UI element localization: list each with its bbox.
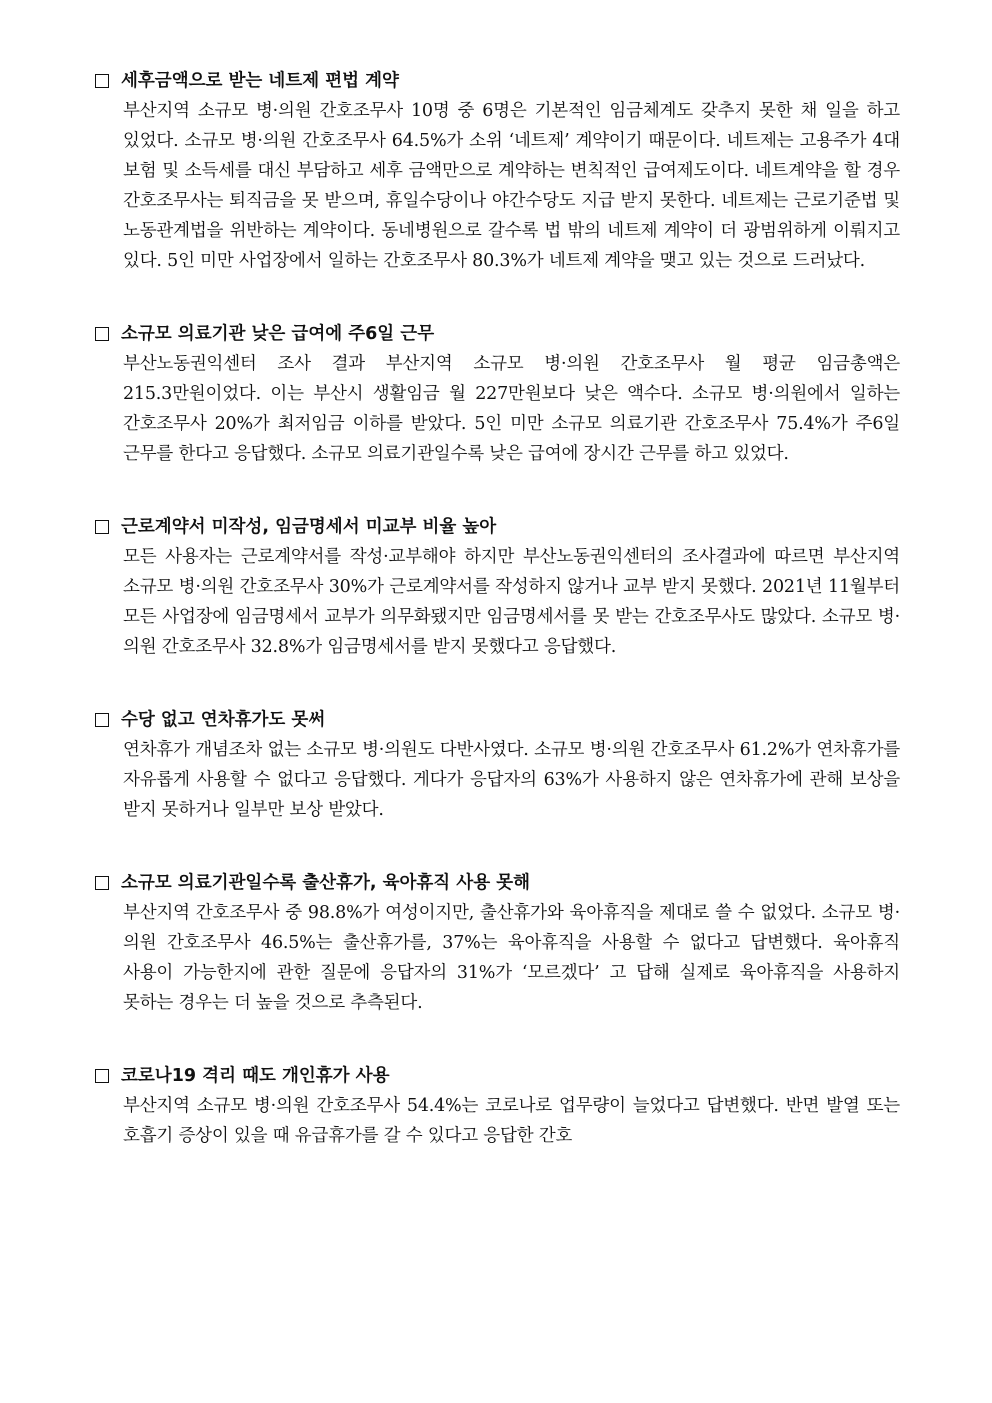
document-content	[95, 66, 900, 1194]
section-body: 부산지역 소규모 병·의원 간호조무사 10명 중 6명은 기본적인 임금체계도 갖추지 못한 채 일을 하고 있었다. 소규모 병·의원 간호조무사 64.5%가 소위 ‘네트제’ 계약이기 때문이다. 네트제는 고용주가 4대 보험 및 소득세를 대신 부담하고 세후 금액만으로 계약하는 변칙적인 급여제도이다. 네트계약을 할 경우 간호조무사는 퇴직금을 못 받으며, 휴일수당이나 야간수당도 지급 받지 못한다. 네트제는 근로기준법 및 노동관계법을 위반하는 계약이다. 동네병원으로 갈수록 법 밖의 네트제 계약이 더 광범위하게 이뤄지고 있다. 5인 미만 사업장에서 일하는 간호조무사 80.3%가 네트제 계약을 맺고 있는 것으로 드러났다.	[123, 101, 900, 271]
section-body: 모든 사용자는 근로계약서를 작성·교부해야 하지만 부산노동권익센터의 조사결과에 따르면 부산지역 소규모 병·의원 간호조무사 30%가 근로계약서를 작성하지 않거나 교부 받지 못했다. 2021년 11월부터 모든 사업장에 임금명세서 교부가 의무화됐지만 임금명세서를 못 받는 간호조무사도 많았다. 소규모 병·의원 간호조무사 32.8%가 임금명세서를 받지 못했다고 응답했다.	[123, 547, 900, 657]
section-low-pay-six-days	[95, 319, 900, 469]
section-heading	[95, 319, 900, 349]
checkbox-square-icon	[95, 327, 109, 341]
section-body: 부산지역 간호조무사 중 98.8%가 여성이지만, 출산휴가와 육아휴직을 제대로 쓸 수 없었다. 소규모 병·의원 간호조무사 46.5%는 출산휴가를, 37%는 육아휴직을 사용할 수 없다고 답변했다. 육아휴직 사용이 가능한지에 관한 질문에 응답자의 31%가 ‘모르겠다’ 고 답해 실제로 육아휴직을 사용하지 못하는 경우는 더 높을 것으로 추측된다.	[123, 903, 900, 1013]
section-covid-leave	[95, 1061, 900, 1151]
section-heading-text: 세후금액으로 받는 네트제 편법 계약	[121, 71, 399, 91]
section-maternity-parental-leave	[95, 868, 900, 1018]
checkbox-square-icon	[95, 713, 109, 727]
section-heading	[95, 512, 900, 542]
section-body: 연차휴가 개념조차 없는 소규모 병·의원도 다반사였다. 소규모 병·의원 간호조무사 61.2%가 연차휴가를 자유롭게 사용할 수 없다고 응답했다. 게다가 응답자의 63%가 사용하지 않은 연차휴가에 관해 보상을 받지 못하거나 일부만 보상 받았다.	[123, 740, 900, 820]
section-net-wage-contract	[95, 66, 900, 276]
section-body: 부산노동권익센터 조사 결과 부산지역 소규모 병·의원 간호조무사 월 평균 임금총액은 215.3만원이었다. 이는 부산시 생활임금 월 227만원보다 낮은 액수다. 소규모 병·의원에서 일하는 간호조무사 20%가 최저임금 이하를 받았다. 5인 미만 소규모 의료기관 간호조무사 75.4%가 주6일 근무를 한다고 응답했다. 소규모 의료기관일수록 낮은 급여에 장시간 근무를 하고 있었다.	[123, 354, 900, 464]
section-heading	[95, 1061, 900, 1091]
section-heading-text: 근로계약서 미작성, 임금명세서 미교부 비율 높아	[121, 517, 497, 537]
section-heading-text: 소규모 의료기관 낮은 급여에 주6일 근무	[121, 324, 435, 344]
section-heading-text: 소규모 의료기관일수록 출산휴가, 육아휴직 사용 못해	[121, 873, 531, 893]
section-contract-payslip	[95, 512, 900, 662]
section-annual-leave	[95, 705, 900, 825]
section-heading-text: 수당 없고 연차휴가도 못써	[121, 710, 326, 730]
section-body: 부산지역 소규모 병·의원 간호조무사 54.4%는 코로나로 업무량이 늘었다고 답변했다. 반면 발열 또는 호흡기 증상이 있을 때 유급휴가를 갈 수 있다고 응답한 간호	[123, 1096, 900, 1146]
checkbox-square-icon	[95, 876, 109, 890]
section-heading	[95, 66, 900, 96]
checkbox-square-icon	[95, 74, 109, 88]
section-heading	[95, 705, 900, 735]
section-heading-text: 코로나19 격리 때도 개인휴가 사용	[121, 1066, 390, 1086]
checkbox-square-icon	[95, 1069, 109, 1083]
section-heading	[95, 868, 900, 898]
checkbox-square-icon	[95, 520, 109, 534]
